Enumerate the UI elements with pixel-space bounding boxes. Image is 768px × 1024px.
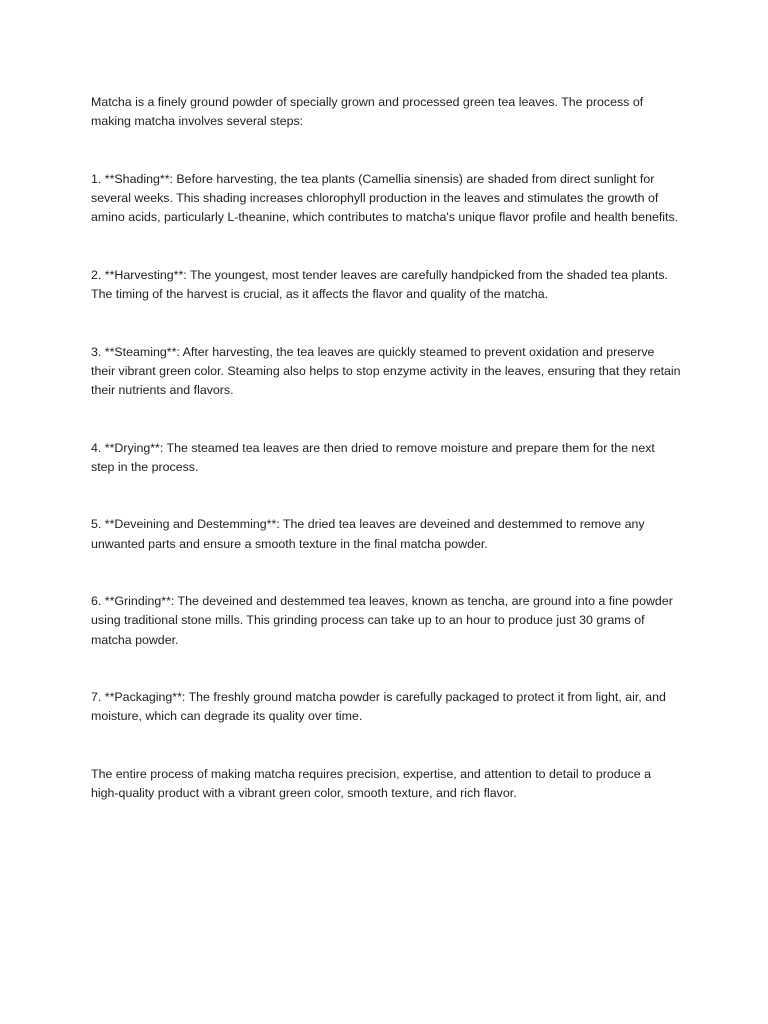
step-shading-paragraph: 1. **Shading**: Before harvesting, the tea plants (Camellia sinensis) are shaded from direct sunlight for several weeks. This shading increases chlorophyll production in the leaves and stimulates the growth of amino acids, particularly L-theanine, which contributes to matcha's unique flavor profile and health benefits. bbox=[91, 171, 679, 225]
step-packaging-paragraph: 7. **Packaging**: The freshly ground matcha powder is carefully packaged to protect it from light, air, and moisture, which can degrade its quality over time. bbox=[91, 690, 666, 724]
intro-paragraph: Matcha is a finely ground powder of specially grown and processed green tea leaves. The process of making matcha involves several steps: bbox=[91, 95, 644, 129]
conclusion-paragraph: The entire process of making matcha requires precision, expertise, and attention to detail to produce a high-quality product with a vibrant green color, smooth texture, and rich flavor. bbox=[91, 766, 651, 801]
step-steaming-paragraph: 3. **Steaming**: After harvesting, the tea leaves are quickly steamed to prevent oxidation and preserve their vibrant green color. Steaming also helps to stop enzyme activity in the leaves, ensuring that they retain their nutrients and flavors. bbox=[91, 344, 681, 397]
document-body bbox=[91, 93, 681, 803]
step-deveining-paragraph: 5. **Deveining and Destemming**: The dried tea leaves are deveined and destemmed to remove any unwanted parts and ensure a smooth texture in the final matcha powder. bbox=[91, 517, 645, 551]
step-drying-paragraph: 4. **Drying**: The steamed tea leaves are then dried to remove moisture and prepare them for the next step in the process. bbox=[91, 440, 655, 474]
step-harvesting-paragraph: 2. **Harvesting**: The youngest, most tender leaves are carefully handpicked from the shaded tea plants. The timing of the harvest is crucial, as it affects the flavor and quality of the matcha. bbox=[91, 267, 668, 301]
step-grinding-paragraph: 6. **Grinding**: The deveined and destemmed tea leaves, known as tencha, are ground into a fine powder using traditional stone mills. This grinding process can take up to an hour to produce just 30 grams of matcha powder. bbox=[91, 594, 673, 647]
